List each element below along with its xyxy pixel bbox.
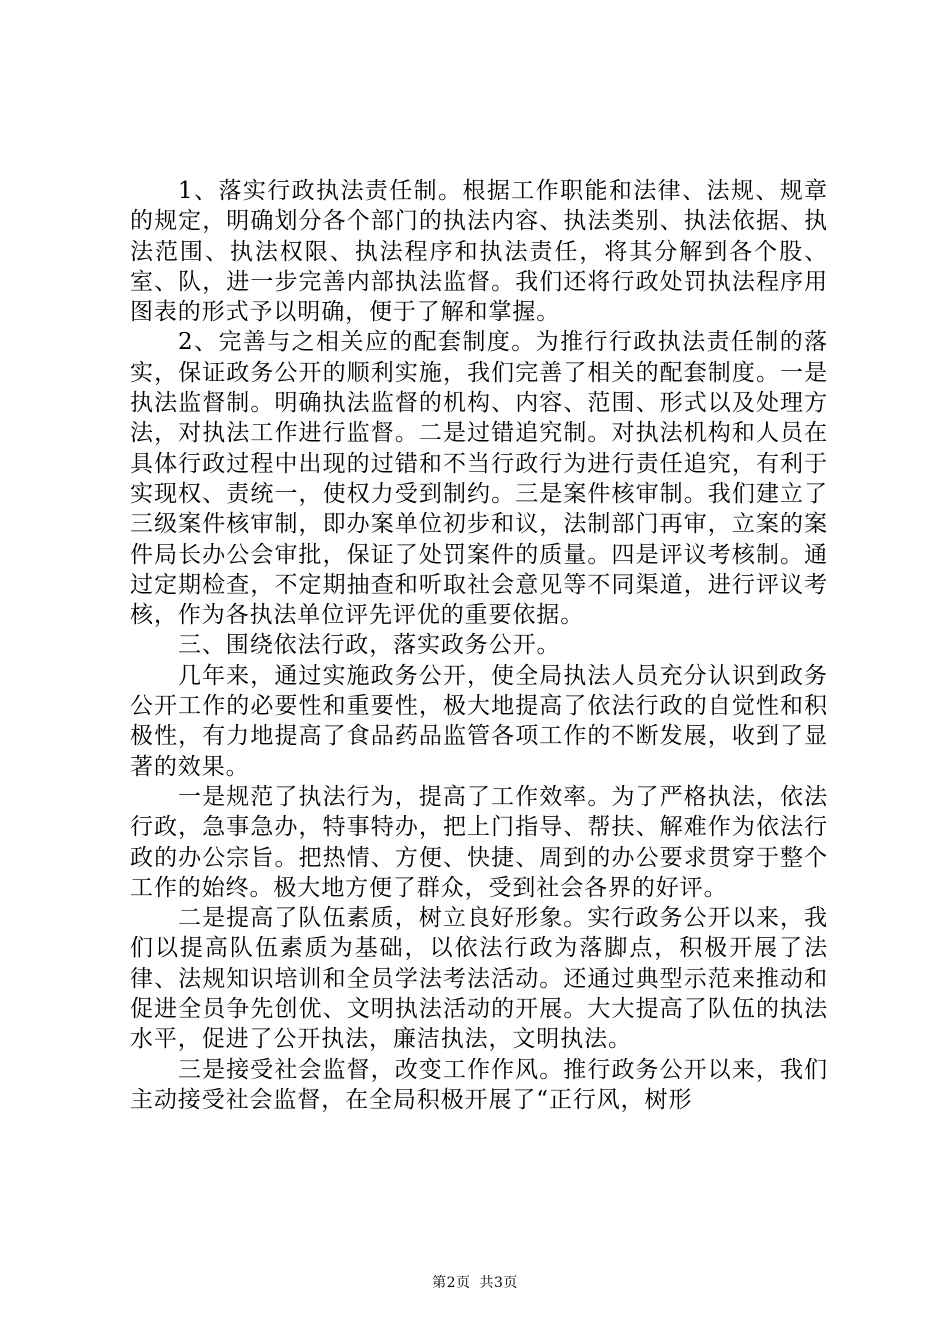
paragraph-6: 三是接受社会监督，改变工作作风。推行政务公开以来，我们主动接受社会监督，在全局积极开展了“正行风，树形 xyxy=(130,1056,828,1113)
paragraph-1: 1、落实行政执法责任制。根据工作职能和法律、法规、规章的规定，明确划分各个部门的执法内容、执法类别、执法依据、执法范围、执法权限、执法程序和执法责任，将其分解到各个股、室、队，进一步完善内部执法监督。我们还将行政处罚执法程序用图表的形式予以明确，便于了解和掌握。 xyxy=(130,178,828,326)
page-number: 第2页 xyxy=(432,1275,471,1291)
paragraph-2: 2、完善与之相关应的配套制度。为推行行政执法责任制的落实，保证政务公开的顺利实施，我们完善了相关的配套制度。一是执法监督制。明确执法监督的机构、内容、范围、形式以及处理方法，对执法工作进行监督。二是过错追究制。对执法机构和人员在具体行政过程中出现的过错和不当行政行为进行责任追究，有利于实现权、责统一，使权力受到制约。三是案件核审制。我们建立了三级案件核审制，即办案单位初步和议，法制部门再审，立案的案件局长办公会审批，保证了处罚案件的质量。四是评议考核制。通过定期检查，不定期抽查和听取社会意见等不同渠道，进行评议考核，作为各执法单位评先评优的重要依据。 xyxy=(130,329,828,629)
section-heading: 三、围绕依法行政，落实政务公开。 xyxy=(178,632,561,659)
paragraph-4: 一是规范了执法行为，提高了工作效率。为了严格执法，依法行政，急事急办，特事特办，把上门指导、帮扶、解难作为依法行政的办公宗旨。把热情、方便、快捷、周到的办公要求贯穿于整个工作的始终。极大地方便了群众，受到社会各界的好评。 xyxy=(130,783,828,901)
document-body xyxy=(130,176,828,1115)
page-footer xyxy=(0,1272,950,1292)
page-total: 共3页 xyxy=(479,1275,518,1291)
paragraph-3: 几年来，通过实施政务公开，使全局执法人员充分认识到政务公开工作的必要性和重要性，极大地提高了依法行政的自觉性和积极性，有力地提高了食品药品监管各项工作的不断发展，收到了显著的效果。 xyxy=(130,662,828,780)
paragraph-5: 二是提高了队伍素质，树立良好形象。实行政务公开以来，我们以提高队伍素质为基础，以依法行政为落脚点，积极开展了法律、法规知识培训和全员学法考法活动。还通过典型示范来推动和促进全员争先创优、文明执法活动的开展。大大提高了队伍的执法水平，促进了公开执法，廉洁执法，文明执法。 xyxy=(130,905,828,1053)
